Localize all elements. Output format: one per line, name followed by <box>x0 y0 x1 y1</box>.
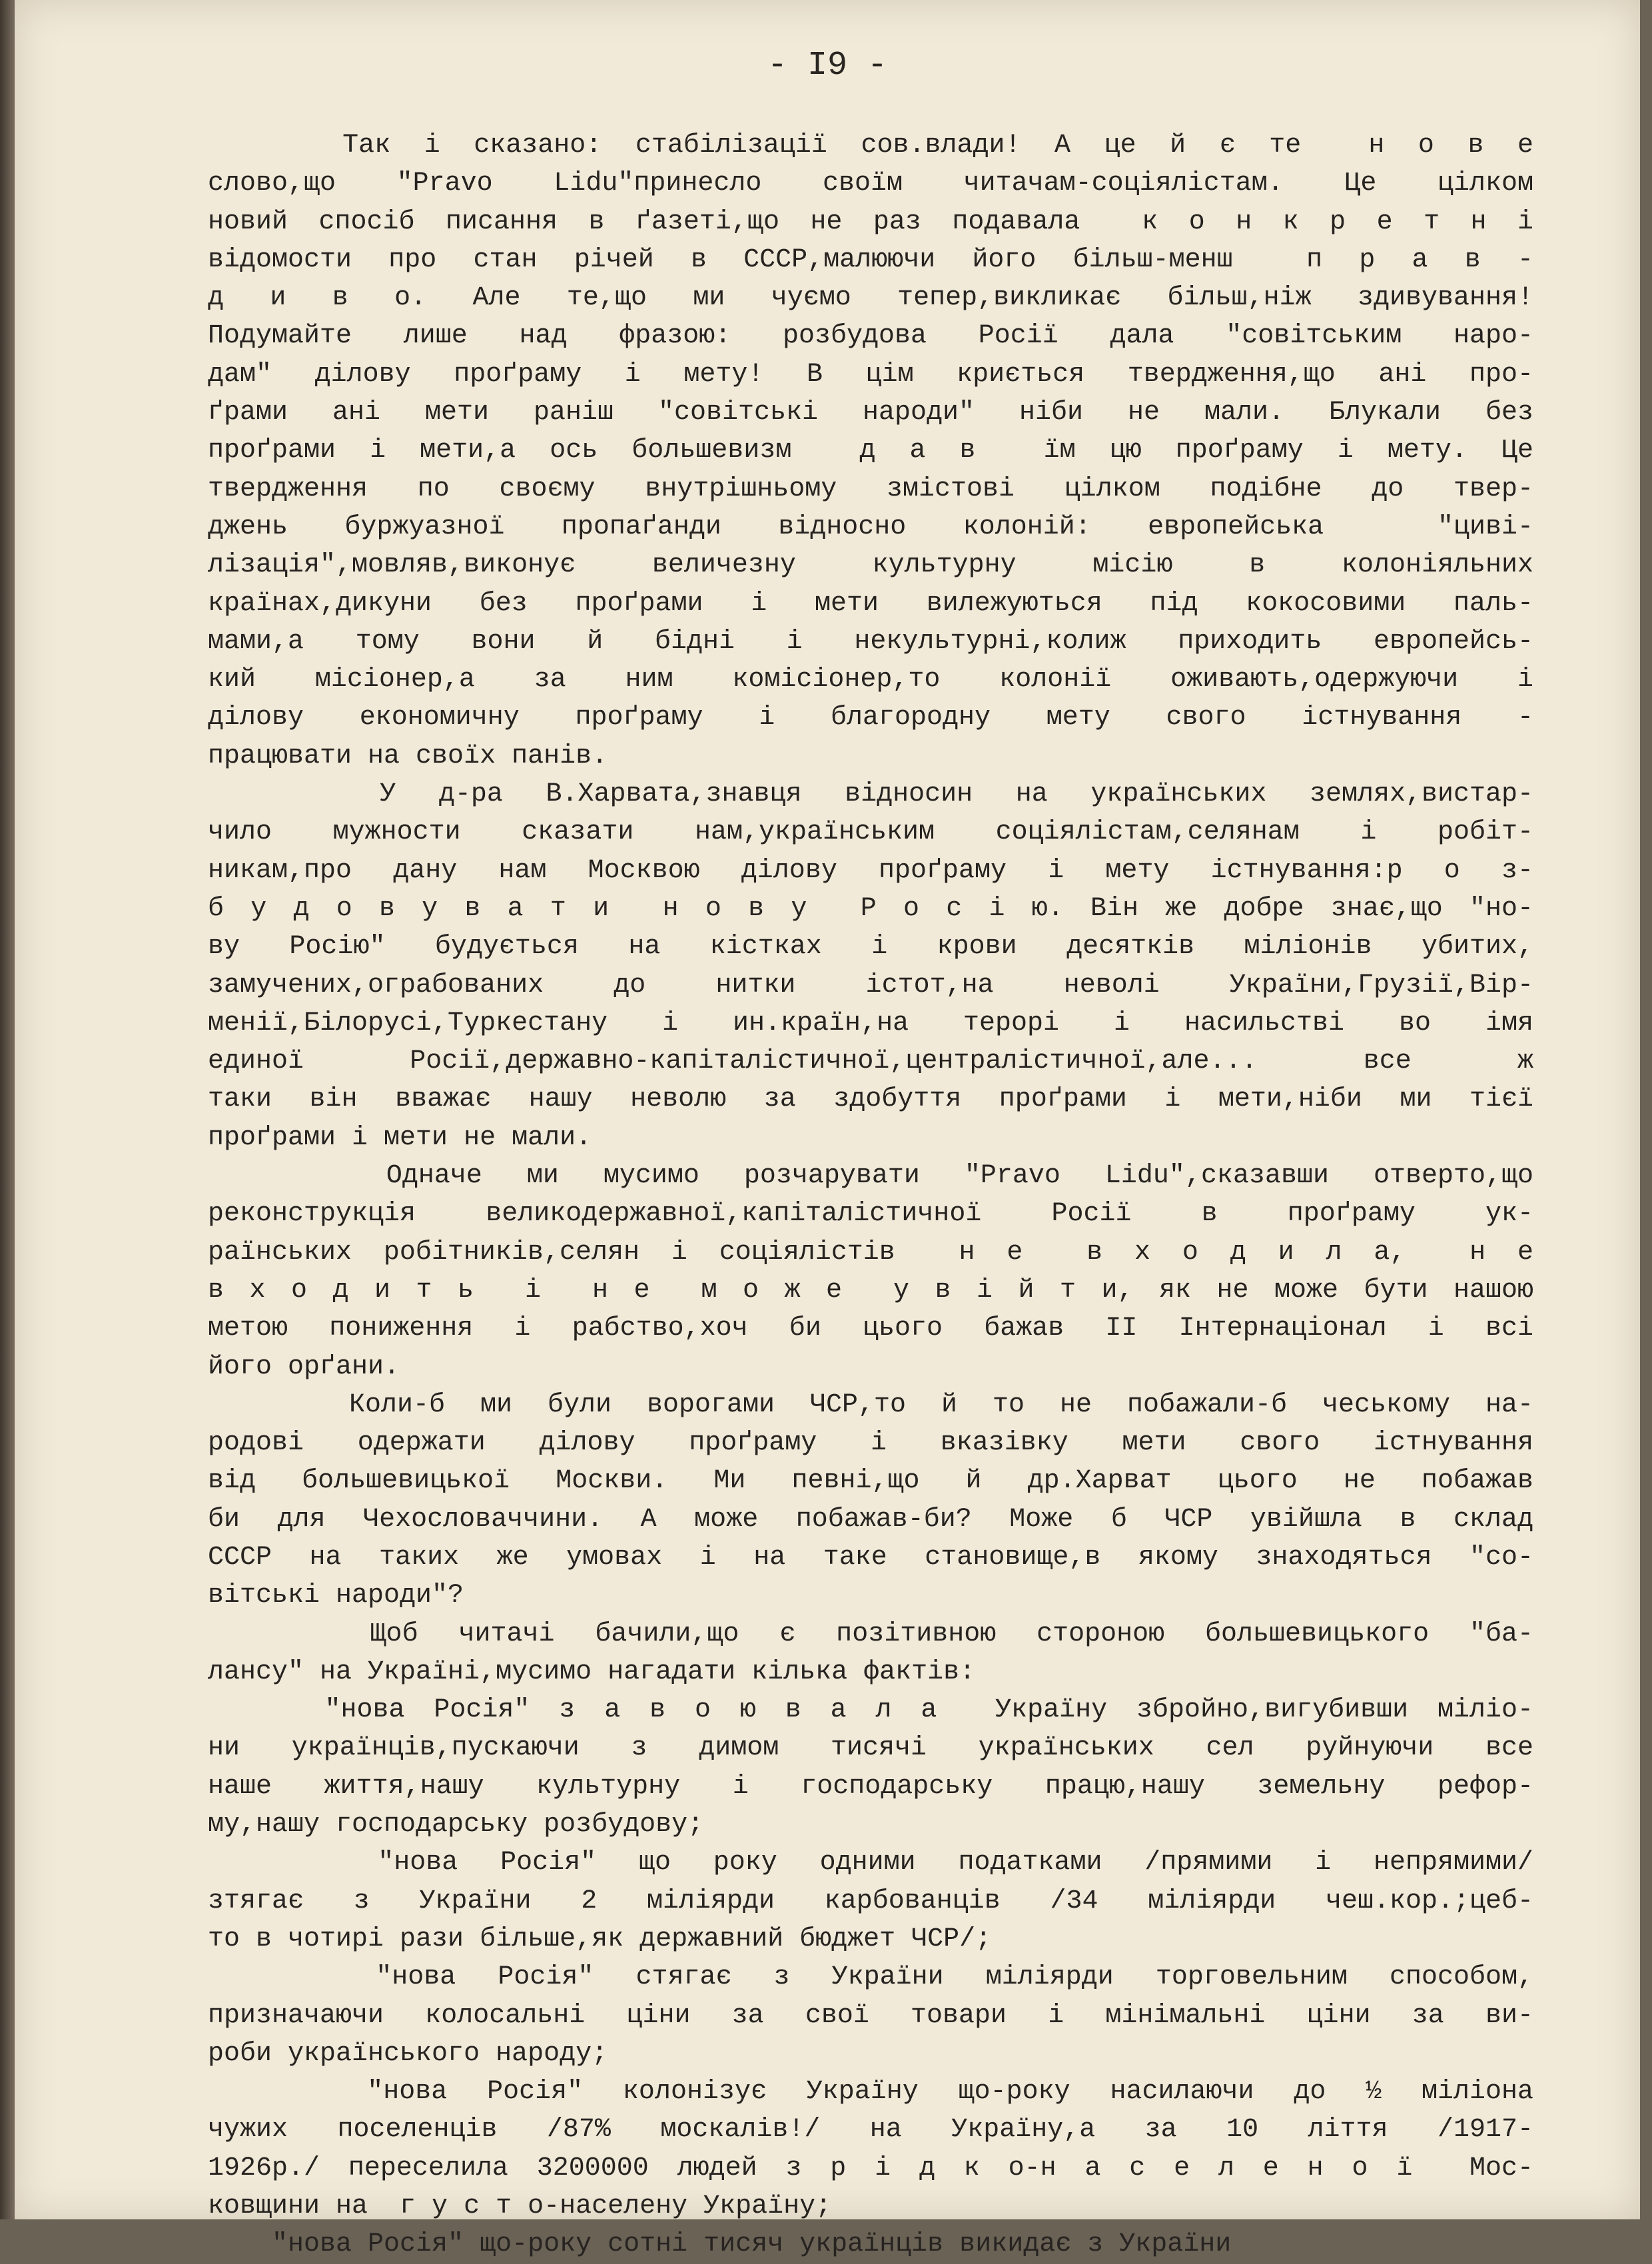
text-line: кий місіонер,а за ним комісіонер,то колонії оживають,одержуючи і <box>208 665 1533 695</box>
text-line: проґрами і мети не мали. <box>208 1122 592 1153</box>
text-line: "нова Росія" що року одними податками /прямими і непрямими/ <box>208 1848 1533 1878</box>
text-line: У д-ра В.Харвата,знавця відносин на українських землях,вистар- <box>208 779 1533 810</box>
page-number: - I9 - <box>767 47 888 85</box>
text-line: Подумайте лише над фразою: розбудова Росії дала "совітським наро- <box>208 321 1533 352</box>
text-line: лізація",мовляв,виконує величезну культурну місію в колоніяльних <box>208 550 1533 581</box>
book-binding-edge <box>0 0 15 2219</box>
text-line: в х о д и т ь і н е м о ж е у в і й т и, як не може бути нашою <box>208 1275 1533 1306</box>
text-line: чило мужности сказати нам,українським соціялістам,селянам і робіт- <box>208 817 1533 848</box>
text-line: мами,а тому вони й бідні і некультурні,колиж приходить европейсь- <box>208 626 1533 657</box>
text-line: ву Росію" будується на кістках і крови десятків міліонів убитих, <box>208 932 1533 962</box>
text-line: призначаючи колосальні ціни за свої товари і мінімальні ціни за ви- <box>208 2000 1533 2031</box>
document-page <box>15 0 1640 2260</box>
text-line: б у д о в у в а т и н о в у Р о с і ю. Він же добре знає,що "но- <box>208 893 1533 924</box>
text-line: "нова Росія" з а в о ю в а л а Україну збройно,вигубивши міліо- <box>208 1695 1533 1726</box>
text-line: зтягає з України 2 міліярди карбованців /34 міліярди чеш.кор.;цеб- <box>208 1886 1533 1916</box>
text-line: "нова Росія" стягає з України міліярди торговельним способом, <box>208 1962 1533 1993</box>
text-line: джень буржуазної пропаґанди відносно колоній: европейська "циві- <box>208 512 1533 542</box>
text-line: країнах,дикуни без проґрами і мети вилежуються під кокосовими паль- <box>208 588 1533 619</box>
text-line: замучених,ограбованих до нитки істот,на неволі України,Грузії,Вір- <box>208 970 1533 1000</box>
text-line: працювати на своїх панів. <box>208 741 608 771</box>
text-line: Щоб читачі бачили,що є позітивною стороною большевицького "ба- <box>208 1619 1533 1649</box>
text-line: Так і сказано: стабілізації сов.влади! А це й є те н о в е <box>208 131 1533 161</box>
text-line: Коли-б ми були ворогами ЧСР,то й то не побажали-б чеському на- <box>208 1389 1533 1420</box>
text-line: від большевицької Москви. Ми певні,що й др.Харват цього не побажав <box>208 1466 1533 1497</box>
text-line: ґрами ані мети раніш "совітські народи" ніби не мали. Блукали без <box>208 398 1533 428</box>
text-line: д и в о. Але те,що ми чуємо тепер,викликає більш,ніж здивування! <box>208 283 1533 314</box>
text-line: то в чотирі рази більше,як державний бюджет ЧСР/; <box>208 1924 992 1954</box>
text-line: би для Чехословаччини. А може побажав-би? Може б ЧСР увійшла в склад <box>208 1504 1533 1535</box>
text-line: роби українського народу; <box>208 2038 608 2069</box>
text-line: дам" ділову проґраму і мету! В цім криється твердження,що ані про- <box>208 359 1533 390</box>
text-line: метою пониження і рабство,хоч би цього бажав II Інтернаціонал і всі <box>208 1314 1533 1344</box>
text-line: ни українців,пускаючи з димом тисячі українських сел руйнуючи все <box>208 1733 1533 1764</box>
text-line: родові одержати ділову проґраму і вказівку мети свого істнування <box>208 1428 1533 1459</box>
text-line: вітські народи"? <box>208 1581 464 1611</box>
text-line: менії,Білорусі,Туркестану і ин.країн,на терорі і насильстві во імя <box>208 1008 1533 1038</box>
text-line: проґрами і мети,а ось большевизм д а в їм цю проґраму і мету. Це <box>208 436 1533 466</box>
text-line: реконструкція великодержавної,капіталістичної Росії в проґраму ук- <box>208 1199 1533 1230</box>
text-line: раїнських робітників,селян і соціялістів н е в х о д и л а, н е <box>208 1237 1533 1268</box>
text-line: "нова Росія" колонізує Україну що-року насилаючи до ½ міліона <box>208 2077 1533 2107</box>
text-line: 1926р./ переселила 3200000 людей з р і д к о-н а с е л е н о ї Мос- <box>208 2153 1533 2183</box>
text-line: таки він вважає нашу неволю за здобуття проґрами і мети,ніби ми тієї <box>208 1084 1533 1115</box>
text-line: твердження по своєму внутрішньому змістові цілком подібне до твер- <box>208 474 1533 504</box>
text-line: единої Росії,державно-капіталістичної,централістичної,але... все ж <box>208 1046 1533 1077</box>
text-line: новий спосіб писання в ґазеті,що не раз подавала к о н к р е т н і <box>208 206 1533 237</box>
text-line: му,нашу господарську розбудову; <box>208 1810 704 1840</box>
text-line: "нова Росія" що-року сотні тисяч українців викидає з України <box>208 2229 1232 2260</box>
text-line: никам,про дану нам Москвою ділову проґраму і мету істнування:р о з- <box>208 855 1533 886</box>
text-line: ділову економичну проґраму і благородну мету свого істнування - <box>208 703 1533 733</box>
text-line: Одначе ми мусимо розчарувати "Pravo Lidu",сказавши отверто,що <box>208 1161 1533 1192</box>
text-line: СССР на таких же умовах і на таке становище,в якому знаходяться "со- <box>208 1542 1533 1573</box>
text-line: лансу" на Україні,мусимо нагадати кілька фактів: <box>208 1657 976 1687</box>
text-line: наше життя,нашу культурну і господарську працю,нашу земельну рефор- <box>208 1771 1533 1802</box>
text-line: відомости про стан річей в СССР,малюючи його більш-менш п р а в - <box>208 244 1533 275</box>
text-line: чужих поселенців /87% москалів!/ на Україну,а за 10 ліття /1917- <box>208 2115 1533 2145</box>
text-line: ковщини на г у с т о-населену Україну; <box>208 2191 832 2222</box>
text-line: слово,що "Pravo Lidu"принесло своїм читачам-соціялістам. Це цілком <box>208 169 1533 199</box>
body-text <box>208 127 1533 2264</box>
text-line: його орґани. <box>208 1351 400 1382</box>
